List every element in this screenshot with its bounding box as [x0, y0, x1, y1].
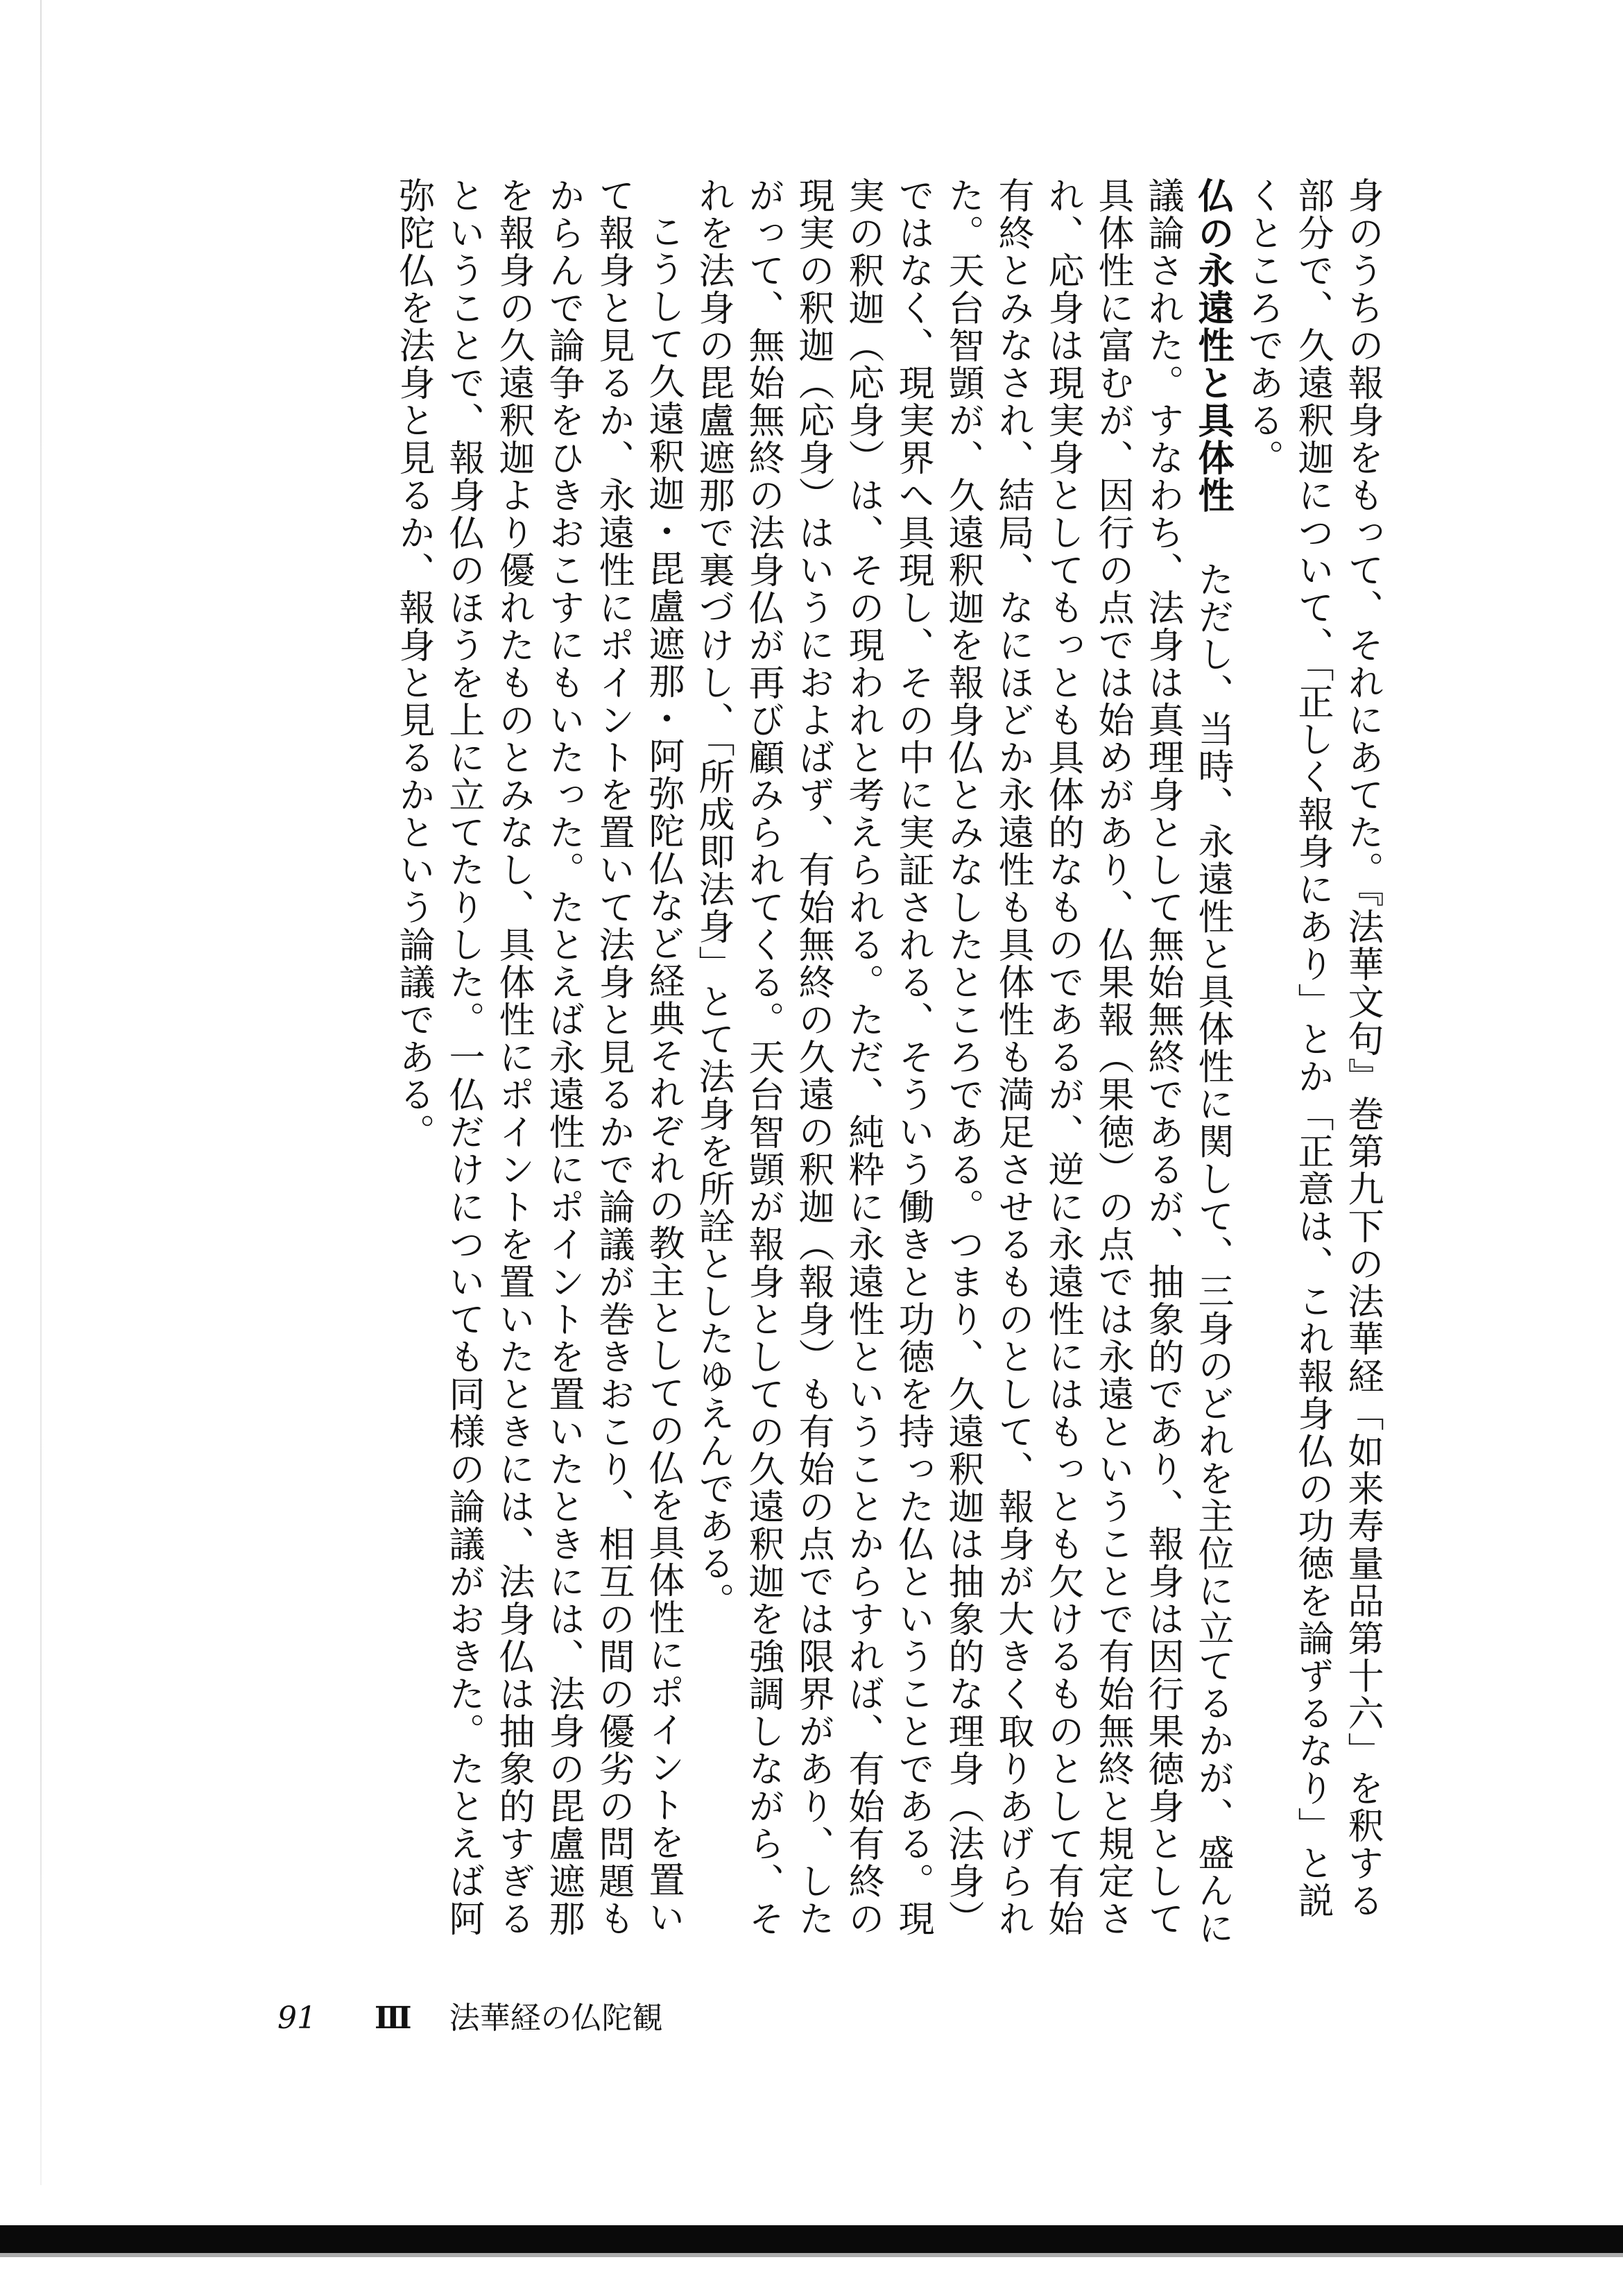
paragraph-2: ただし、当時、永遠性と具体性に関して、三身のどれを主位に立てるかが、盛んに議論された。すなわち、法身は真理身として無始無終であるが、抽象的であり、報身は因行果徳身として具体性に富むが、因行の点では始めがあり、仏果報（果徳）の点では永遠ということで有始無終と規定され、応身は現実身としてもっとも具体的なものであるが、逆に永遠性にはもっとも欠けるものとして有始有終とみなされ、結局、なにほどか永遠性も具体性も満足させるものとして、報身が大きく取りあげられた。天台智顗が、久遠釈迦を報身仏とみなしたところである。つまり、久遠釈迦は抽象的な理身（法身）ではなく、現実界へ具現し、その中に実証される、そういう働きと功徳を持った仏ということである。現実の釈迦（応身）は、その現われと考えられる。ただ、純粋に永遠性ということからすれば、有始有終の現実の釈迦（応身）はいうにおよばず、有始無終の久遠の釈迦（報身）も有始の点では限界があり、したがって、無始無終の法身仏が再び顧みられてくる。天台智顗が報身としての久遠釈迦を強調しながら、それを法身の毘盧遮那で裏づけし、「所成即法身」とて法身を所詮としたゆえんである。: [692, 177, 1233, 1947]
scan-edge-shadow: [40, 0, 42, 2185]
paragraph-1: 身のうちの報身をもって、それにあてた。『法華文句』巻第九下の法華経「如来寿量品第十六」を釈する部分で、久遠釈迦について、「正しく報身にあり」とか「正意は、これ報身仏の功徳を論ずるなり」と説くところである。: [1242, 177, 1383, 1919]
paragraph-3: こうして久遠釈迦・毘盧遮那・阿弥陀仏など経典それぞれの教主としての仏を具体性にポイントを置いて報身と見るか、永遠性にポイントを置いて法身と見るかで論議が巻きおこり、相互の間の優劣の問題もからんで論争をひきおこすにもいたった。たとえば永遠性にポイントを置いたときには、法身の毘盧遮那を報身の久遠釈迦より優れたものとみなし、具体性にポイントを置いたときには、法身仏は抽象的すぎるということで、報身仏のほうを上に立てたりした。一仏だけについても同様の論議がおきた。たとえば阿弥陀仏を法身と見るか、報身と見るかという論議である。: [393, 177, 684, 1937]
page-footer: [277, 1998, 663, 2039]
chapter-number: Ⅲ: [375, 2001, 412, 2036]
section-heading: 仏の永遠性と具体性: [1192, 177, 1233, 514]
scan-bottom-bar: [0, 2225, 1623, 2253]
page-number: 91: [277, 2001, 316, 2036]
heading-paragraph: [688, 177, 1237, 1949]
chapter-title: 法華経の仏陀観: [449, 2001, 663, 2036]
vertical-text-block: [277, 177, 1387, 1949]
scan-bottom-bar-edge: [0, 2253, 1623, 2257]
